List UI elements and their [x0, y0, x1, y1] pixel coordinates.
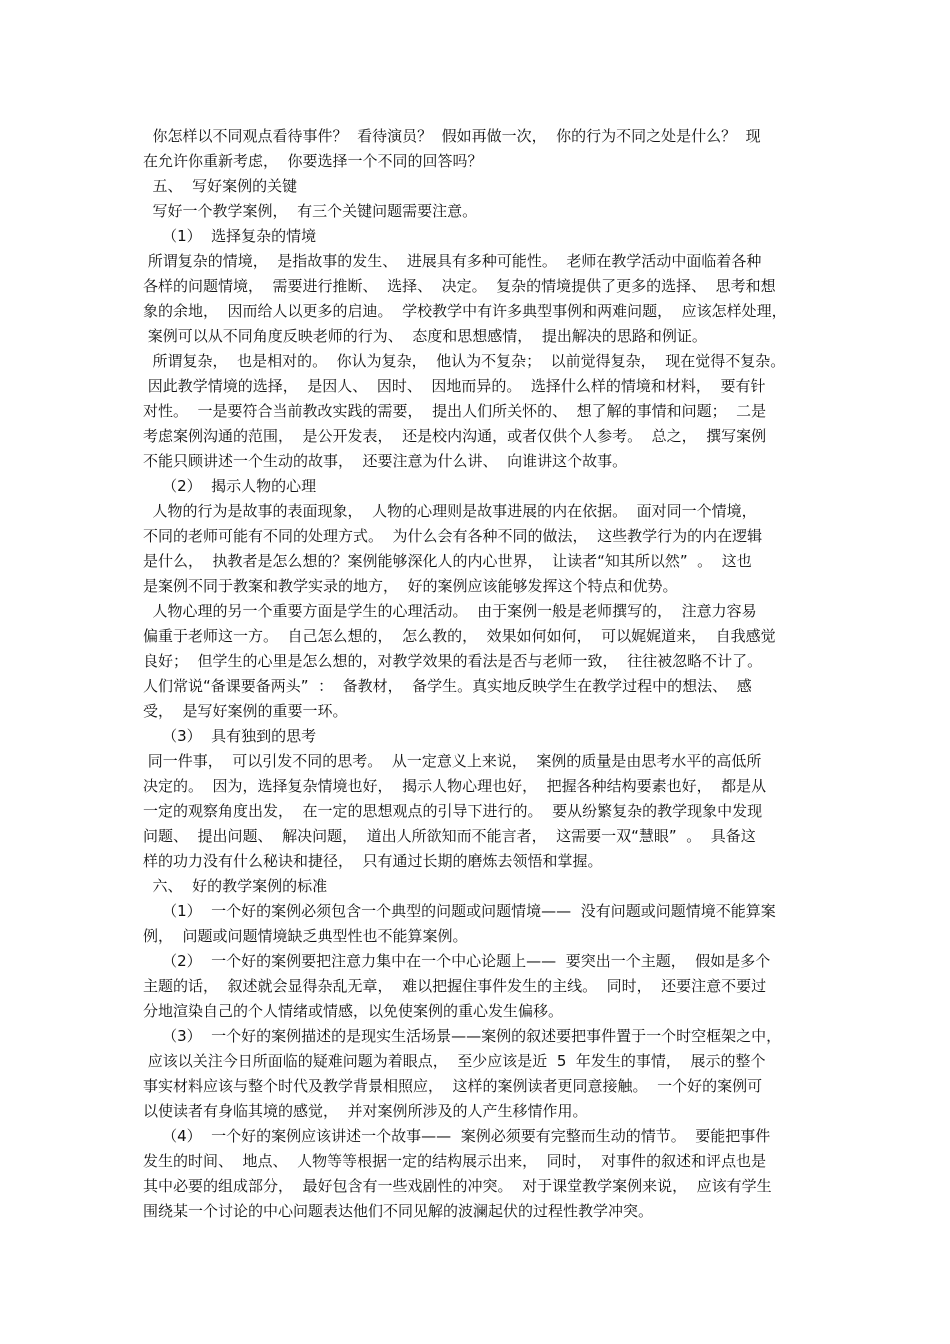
text-line: 象的余地， 因而给人以更多的启迪。 学校教学中有许多典型事例和两难问题， 应该怎样处理，: [143, 302, 787, 320]
text-line: 主题的话， 叙述就会显得杂乱无章， 难以把握住事件发生的主线。 同时， 还要注意不要过: [143, 977, 767, 995]
text-line: 写好一个教学案例， 有三个关键问题需要注意。: [143, 202, 478, 220]
text-line: 围绕某一个讨论的中心问题表达他们不同见解的波澜起伏的过程性教学冲突。: [143, 1202, 654, 1220]
text-line: 应该以关注今日所面临的疑难问题为着眼点， 至少应该是近 5 年发生的事情， 展示的整个: [143, 1052, 766, 1070]
text-line: 所谓复杂的情境， 是指故事的发生、 进展具有多种可能性。 老师在教学活动中面临着各种: [143, 252, 762, 270]
text-line: 事实材料应该与整个时代及教学背景相照应， 这样的案例读者更同意接触。 一个好的案例可: [143, 1077, 763, 1095]
text-line: 偏重于老师这一方。 自己怎么想的， 怎么教的， 效果如何如何， 可以娓娓道来， 自我感觉: [143, 627, 776, 645]
text-line: 人物的行为是故事的表面现象， 人物的心理则是故事进展的内在依据。 面对同一个情境，: [143, 502, 757, 520]
text-line: （1） 选择复杂的情境: [143, 227, 317, 245]
text-line: （3） 一个好的案例描述的是现实生活场景——案例的叙述要把事件置于一个时空框架之中，: [143, 1027, 782, 1045]
text-line: （2） 揭示人物的心理: [143, 477, 317, 495]
text-line: 对性。 一是要符合当前教改实践的需要， 提出人们所关怀的、 想了解的事情和问题； 二是: [143, 402, 767, 420]
text-line: 例， 问题或问题情境缺乏典型性也不能算案例。: [143, 927, 468, 945]
text-line: 所谓复杂， 也是相对的。 你认为复杂， 他认为不复杂； 以前觉得复杂， 现在觉得不复杂。: [143, 352, 786, 370]
text-line: 分地渲染自己的个人情绪或情感，以免使案例的重心发生偏移。: [143, 1002, 564, 1020]
text-line: 案例可以从不同角度反映老师的行为、 态度和思想感情， 提出解决的思路和例证。: [143, 327, 707, 345]
text-line: 考虑案例沟通的范围， 是公开发表， 还是校内沟通，或者仅供个人参考。 总之， 撰写案例: [143, 427, 767, 445]
text-line: （3） 具有独到的思考: [143, 727, 317, 745]
text-line: 受， 是写好案例的重要一环。: [143, 702, 348, 720]
text-line: （2） 一个好的案例要把注意力集中在一个中心论题上—— 要突出一个主题， 假如是多个: [143, 952, 771, 970]
text-line: 六、 好的教学案例的标准: [143, 877, 328, 895]
text-line: 问题、 提出问题、 解决问题， 道出人所欲知而不能言者， 这需要一双“慧眼” 。 具备这: [143, 827, 756, 845]
text-line: 各样的问题情境， 需要进行推断、 选择、 决定。 复杂的情境提供了更多的选择、 思考和想: [143, 277, 776, 295]
text-line: 五、 写好案例的关键: [143, 177, 298, 195]
text-line: 其中必要的组成部分， 最好包含有一些戏剧性的冲突。 对于课堂教学案例来说， 应该有学生: [143, 1177, 772, 1195]
text-line: 人物心理的另一个重要方面是学生的心理活动。 由于案例一般是老师撰写的， 注意力容易: [143, 602, 757, 620]
text-line: 人们常说“备课要备两头” ： 备教材， 备学生。真实地反映学生在教学过程中的想法、 感: [143, 677, 752, 695]
text-line: 是什么， 执教者是怎么想的？案例能够深化人的内心世界， 让读者“知其所以然” 。 这也: [143, 552, 752, 570]
text-line: （1） 一个好的案例必须包含一个典型的问题或问题情境—— 没有问题或问题情境不能算案: [143, 902, 776, 920]
text-line: 发生的时间、 地点、 人物等等根据一定的结构展示出来， 同时， 对事件的叙述和评点也是: [143, 1152, 767, 1170]
text-line: 在允许你重新考虑， 你要选择一个不同的回答吗？: [143, 152, 483, 170]
text-line: 同一件事， 可以引发不同的思考。 从一定意义上来说， 案例的质量是由思考水平的高低所: [143, 752, 762, 770]
text-line: 因此教学情境的选择， 是因人、 因时、 因地而异的。 选择什么样的情境和材料， 要有针: [143, 377, 766, 395]
text-line: 你怎样以不同观点看待事件？ 看待演员？ 假如再做一次， 你的行为不同之处是什么？ 现: [143, 127, 761, 145]
text-line: 是案例不同于教案和教学实录的地方， 好的案例应该能够发挥这个特点和优势。: [143, 577, 678, 595]
document-body: [143, 124, 823, 1224]
text-line: 不同的老师可能有不同的处理方式。 为什么会有各种不同的做法， 这些教学行为的内在逻辑: [143, 527, 763, 545]
text-line: 一定的观察角度出发， 在一定的思想观点的引导下进行的。 要从纷繁复杂的教学现象中发现: [143, 802, 763, 820]
text-line: 不能只顾讲述一个生动的故事， 还要注意为什么讲、 向谁讲这个故事。: [143, 452, 628, 470]
text-line: （4） 一个好的案例应该讲述一个故事—— 案例必须要有完整而生动的情节。 要能把事件: [143, 1127, 771, 1145]
text-line: 样的功力没有什么秘诀和捷径， 只有通过长期的磨炼去领悟和掌握。: [143, 852, 603, 870]
text-line: 决定的。 因为，选择复杂情境也好， 揭示人物心理也好， 把握各种结构要素也好， 都是从: [143, 777, 767, 795]
text-line: 以使读者有身临其境的感觉， 并对案例所涉及的人产生移情作用。: [143, 1102, 588, 1120]
text-line: 良好； 但学生的心里是怎么想的，对教学效果的看法是否与老师一致， 往往被忽略不计了。: [143, 652, 763, 670]
